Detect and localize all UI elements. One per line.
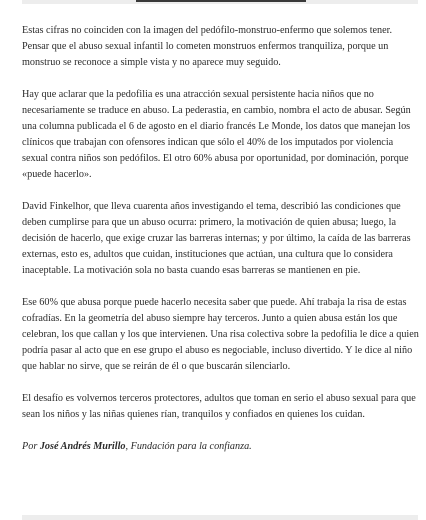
bottom-block-edge <box>22 515 418 520</box>
byline-author: José Andrés Murillo <box>39 441 126 452</box>
byline-affiliation: , Fundación para la confianza. <box>125 441 252 452</box>
article-paragraph: El desafío es volvernos terceros protectores, adultos que toman en serio el abuso sexual para que sean los niños y las niñas quienes rían, tranquilos y confiados en quienes los cuidan. <box>22 393 416 420</box>
top-image-dark-bar <box>136 0 306 2</box>
article-paragraph: Ese 60% que abusa porque puede hacerlo necesita saber que puede. Ahí trabaja la risa de estas cofradías. En la geometría del abuso siempre hay terceros. Junto a quien abusa están los que celebran, los que callan y los que intervienen. Una risa colectiva sobre la pedofilia le dice a quien podría pasar al acto que en ese grupo el abuso es negociable, incluso divertido. Y le dice al niño que hablar no sirve, que se reirán de él o que buscarán silenciarlo. <box>22 297 419 372</box>
article-paragraph: Estas cifras no coinciden con la imagen del pedófilo-monstruo-enfermo que solemos tener. Pensar que el abuso sexual infantil lo cometen monstruos enfermos tranquiliza, porque un monstruo se reconoce a simple vista y no aparece muy seguido. <box>22 25 393 68</box>
article-byline <box>22 439 420 455</box>
top-image-edge <box>22 0 418 4</box>
article-body <box>22 23 420 471</box>
article-paragraph: David Finkelhor, que lleva cuarenta años investigando el tema, describió las condiciones que deben cumplirse para que un abuso ocurra: primero, la motivación de quien abusa; luego, la decisión de hacerlo, que exige cruzar las barreras internas; y por último, la caída de las barreras externas, esto es, adultos que cuidan, instituciones que actúan, una cultura que lo considera inaceptable. La motivación sola no basta cuando esas barreras se mantienen en pie. <box>22 201 411 276</box>
article-paragraph: Hay que aclarar que la pedofilia es una atracción sexual persistente hacia niños que no necesariamente se traduce en abuso. La pederastia, en cambio, nombra el acto de abusar. Según una columna publicada el 6 de agosto en el diario francés Le Monde, los datos que manejan los clínicos que trabajan con ofensores indican que sólo el 40% de los imputados por violencia sexual contra niños son pedófilos. El otro 60% abusa por oportunidad, por dominación, porque «puede hacerlo». <box>22 89 411 180</box>
byline-prefix: Por <box>22 441 40 452</box>
